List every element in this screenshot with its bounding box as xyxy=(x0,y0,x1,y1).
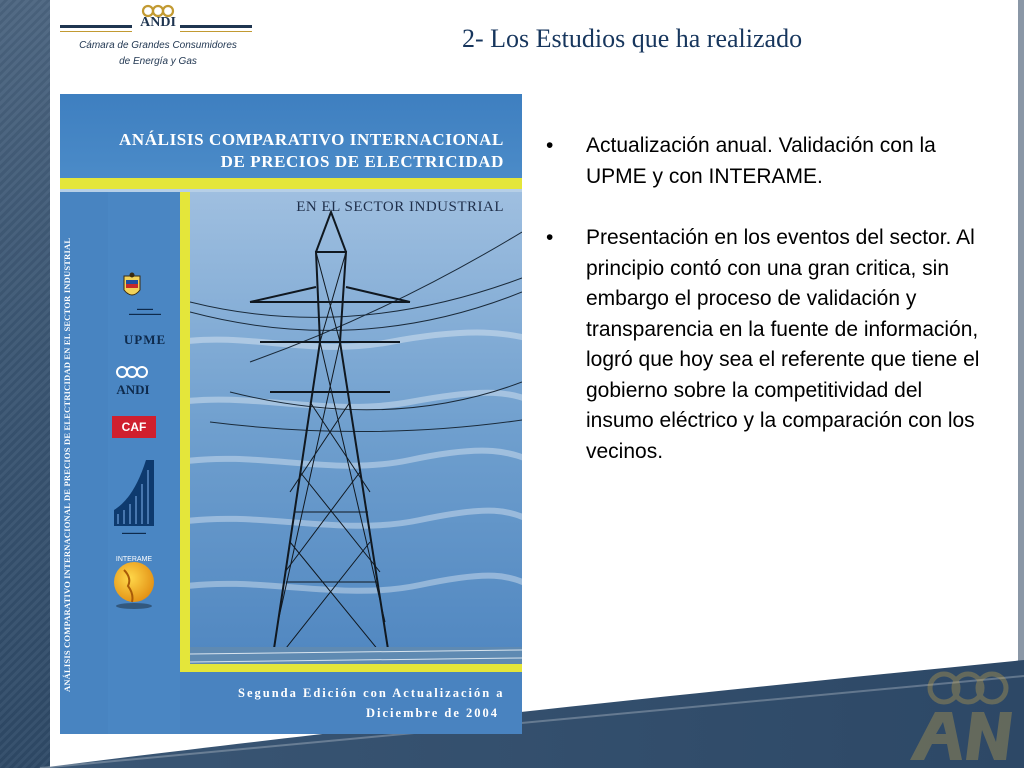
interame-globe-icon xyxy=(110,550,160,612)
logo-subtitle-line1: Cámara de Grandes Consumidores xyxy=(79,40,237,51)
slide-title: 2- Los Estudios que ha realizado xyxy=(462,24,803,53)
logo-rule-left-gold xyxy=(60,31,132,32)
logo-rule-right xyxy=(180,25,252,28)
transmission-tower-photo xyxy=(190,192,522,670)
caf-logo: CAF xyxy=(112,416,156,438)
cover-spine-text: ANÁLISIS COMPARATIVO INTERNACIONAL DE PRECIOS DE ELECTRICIDAD EN EL SECTOR INDUSTRIAL xyxy=(62,237,72,692)
logo-name: ANDI xyxy=(140,15,176,30)
cover-yellow-bottom-stripe xyxy=(180,664,522,672)
cover-subtitle: EN EL SECTOR INDUSTRIAL xyxy=(296,199,504,215)
interame-label: INTERAME xyxy=(115,556,153,563)
transmission-tower-icon xyxy=(190,192,522,670)
andi-cover-logo-text: ANDI xyxy=(116,382,150,397)
seal-caption: ▬▬▬▬ ▬▬▬▬▬▬▬▬ xyxy=(129,306,161,316)
cover-title-line1: ANÁLISIS COMPARATIVO INTERNACIONAL xyxy=(119,130,504,149)
cover-edition-line2: Diciembre de 2004 xyxy=(366,706,500,720)
bullet-text: Presentación en los eventos del sector. Al principio contó con una gran critica, sin embargo el proceso de validación y transparencia en la fuente de información, logró que hoy sea el referente que tiene el gobierno sobre la competitividad del insumo eléctrico y la comparación con los vecinos. xyxy=(586,226,980,463)
bullet-list xyxy=(546,131,986,467)
cover-yellow-stripe xyxy=(60,178,522,189)
colombia-seal-icon xyxy=(120,272,144,302)
federation-logo-icon xyxy=(112,458,156,528)
cover-yellow-vertical xyxy=(180,192,190,674)
cover-title-line2: DE PRECIOS DE ELECTRICIDAD xyxy=(220,152,504,171)
logo-subtitle-line2: de Energía y Gas xyxy=(119,56,197,67)
upme-logo-text: UPME xyxy=(123,332,167,347)
logo-rule-right-gold xyxy=(180,31,252,32)
book-cover-image xyxy=(60,94,522,734)
cover-edition-band xyxy=(180,672,522,734)
bullet-marker: • xyxy=(546,134,554,157)
andi-header-logo xyxy=(58,2,258,68)
bullet-text: Actualización anual. Validación con la UPME y con INTERAME. xyxy=(586,134,936,188)
bullet-item xyxy=(546,223,986,467)
cover-edition-line1: Segunda Edición con Actualización a xyxy=(238,686,505,700)
bullet-marker: • xyxy=(546,226,554,249)
federation-caption: ▬▬▬▬▬▬ xyxy=(122,530,146,535)
logo-rule-left xyxy=(60,25,132,28)
bullet-item xyxy=(546,131,986,192)
